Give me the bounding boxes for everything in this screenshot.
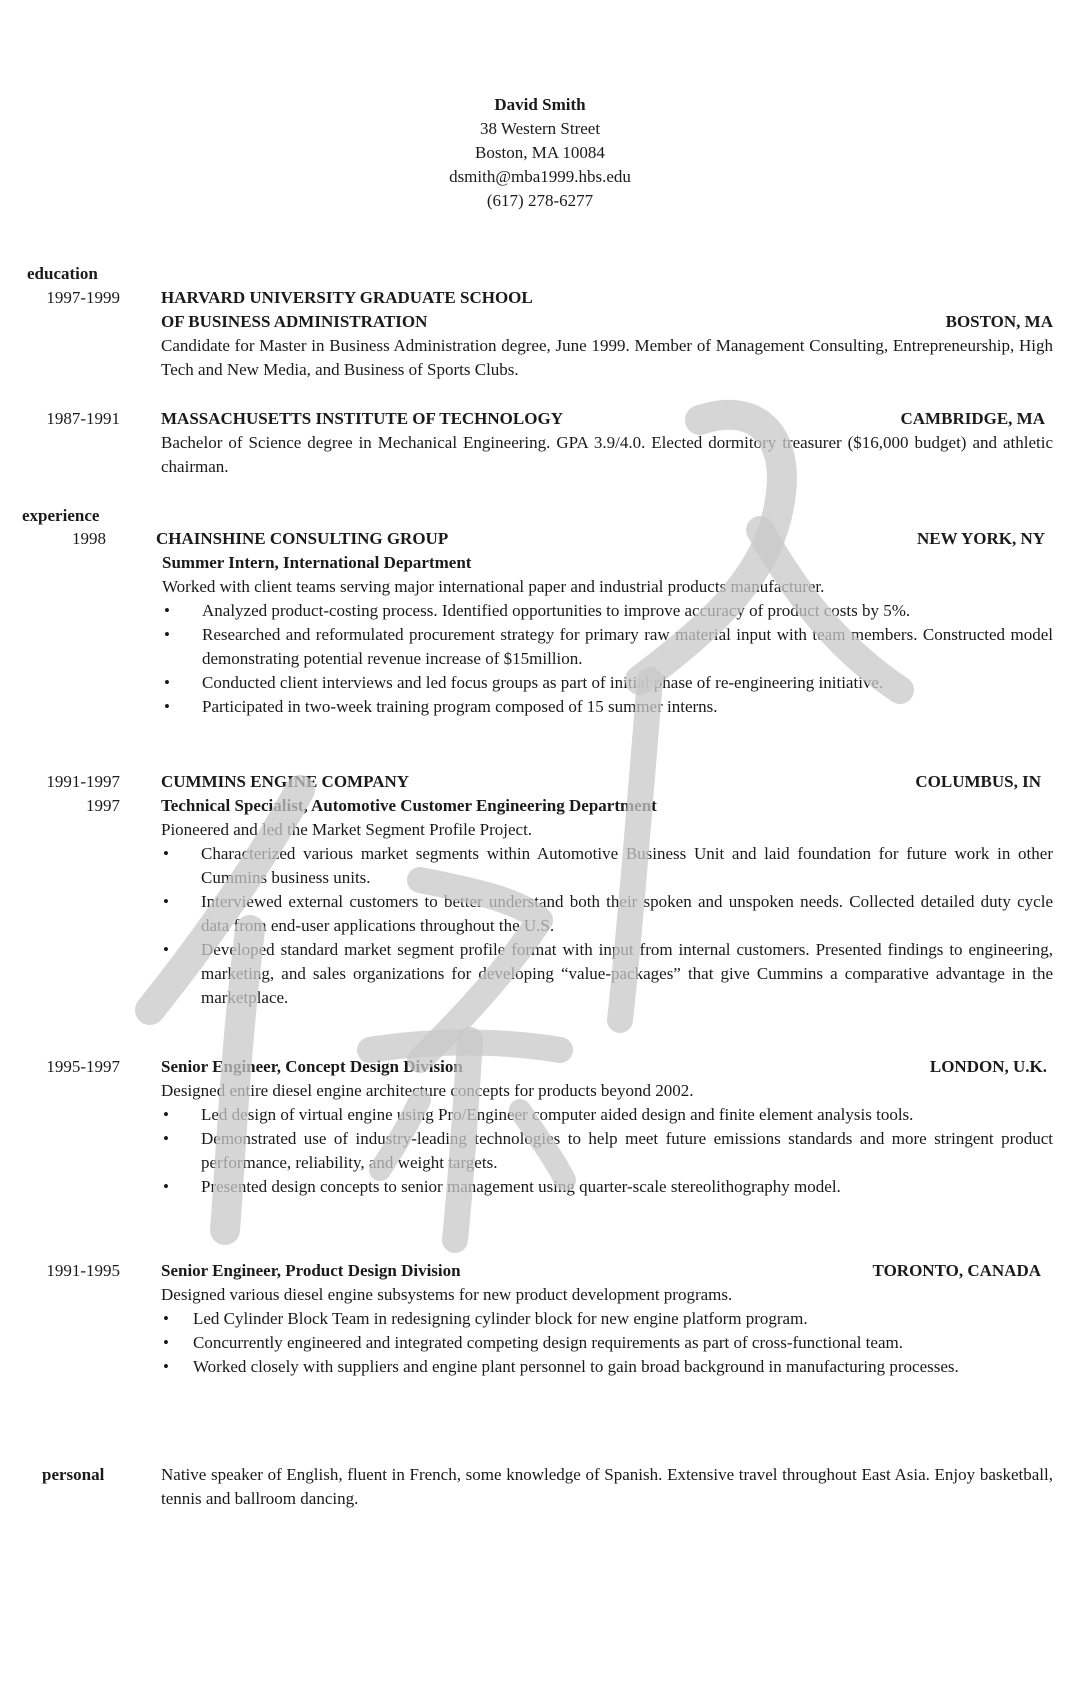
school-location: BOSTON, MA xyxy=(945,312,1053,331)
education-description: Bachelor of Science degree in Mechanical Engineering. GPA 3.9/4.0. Elected dormitory treasurer ($16,000 budget) and athletic chairman. xyxy=(161,433,1053,476)
company-name: CHAINSHINE CONSULTING GROUP xyxy=(156,529,449,548)
list-item: • Concurrently engineered and integrated competing design requirements as part of cross-functional team. xyxy=(161,1331,1053,1355)
job-title: Technical Specialist, Automotive Customer Engineering Department xyxy=(161,796,657,815)
personal-description: Native speaker of English, fluent in French, some knowledge of Spanish. Extensive travel throughout East Asia. Enjoy basketball, tennis and ballroom dancing. xyxy=(161,1465,1053,1508)
candidate-name: David Smith xyxy=(494,95,586,114)
job-bullet-list xyxy=(161,1307,1053,1379)
education-description: Candidate for Master in Business Administration degree, June 1999. Member of Management Consulting, Entrepreneurship, High Tech and New Media, and Business of Sports Clubs. xyxy=(161,336,1053,379)
list-item: • Analyzed product-costing process. Identified opportunities to improve accuracy of product costs by 5%. xyxy=(162,599,1053,623)
education-entry-mit xyxy=(161,407,1053,479)
job-intro: Pioneered and led the Market Segment Profile Project. xyxy=(161,820,533,839)
list-item: • Researched and reformulated procurement strategy for primary raw material input with team members. Constructed model demonstrating potential revenue increase of $15million. xyxy=(162,623,1053,671)
company-location: COLUMBUS, IN xyxy=(915,772,1041,791)
job-bullet-list xyxy=(161,842,1053,1010)
contact-header xyxy=(0,93,1080,213)
list-item: • Presented design concepts to senior management using quarter-scale stereolithography model. xyxy=(161,1175,1053,1199)
job-bullet-list xyxy=(156,599,1053,719)
street-address: 38 Western Street xyxy=(479,119,601,138)
job-dates: 1991-1997 xyxy=(46,772,120,791)
job-date: 1998 xyxy=(72,529,106,548)
school-location: CAMBRIDGE, MA xyxy=(900,409,1045,428)
list-item: • Participated in two-week training program composed of 15 summer interns. xyxy=(162,695,1053,719)
list-item: • Conducted client interviews and led focus groups as part of initial phase of re-engineering initiative. xyxy=(162,671,1053,695)
list-item: • Demonstrated use of industry-leading technologies to help meet future emissions standards and more stringent product performance, reliability, and weight targets. xyxy=(161,1127,1053,1175)
job-intro: Designed entire diesel engine architecture concepts for products beyond 2002. xyxy=(161,1081,694,1100)
education-heading: education xyxy=(27,264,98,283)
job-title: Summer Intern, International Department xyxy=(162,553,472,572)
job-location: TORONTO, CANADA xyxy=(872,1261,1041,1280)
job-location: LONDON, U.K. xyxy=(929,1057,1047,1076)
school-name: MASSACHUSETTS INSTITUTE OF TECHNOLOGY xyxy=(161,409,563,428)
job-entry-cummins xyxy=(161,770,1053,1010)
list-item: • Worked closely with suppliers and engine plant personnel to gain broad background in manufacturing processes. xyxy=(161,1355,1053,1379)
job-dates: 1991-1995 xyxy=(46,1261,120,1280)
school-name: HARVARD UNIVERSITY GRADUATE SCHOOL xyxy=(161,288,533,307)
phone-number: (617) 278-6277 xyxy=(486,191,594,210)
job-date-sub: 1997 xyxy=(86,796,120,815)
list-item: • Led Cylinder Block Team in redesigning cylinder block for new engine platform program. xyxy=(161,1307,1053,1331)
education-dates: 1987-1991 xyxy=(46,409,120,428)
job-entry-concept-design xyxy=(161,1055,1053,1199)
company-name: CUMMINS ENGINE COMPANY xyxy=(161,772,410,791)
experience-heading: experience xyxy=(22,506,100,525)
company-location: NEW YORK, NY xyxy=(917,529,1045,548)
personal-heading: personal xyxy=(42,1465,105,1484)
education-entry-harvard xyxy=(161,286,1053,382)
list-item: • Interviewed external customers to better understand both their spoken and unspoken needs. Collected detailed duty cycle data from end-user applications throughout the U.S. xyxy=(161,890,1053,938)
job-intro: Designed various diesel engine subsystems for new product development programs. xyxy=(161,1285,733,1304)
job-dates: 1995-1997 xyxy=(46,1057,120,1076)
list-item: • Led design of virtual engine using Pro/Engineer computer aided design and finite element analysis tools. xyxy=(161,1103,1053,1127)
job-title: Senior Engineer, Concept Design Division xyxy=(161,1057,463,1076)
city-state-zip: Boston, MA 10084 xyxy=(475,143,605,162)
list-item: • Characterized various market segments within Automotive Business Unit and laid foundation for future work in other Cummins business units. xyxy=(161,842,1053,890)
job-entry-chainshine xyxy=(156,527,1053,719)
job-bullet-list xyxy=(161,1103,1053,1199)
job-entry-product-design xyxy=(161,1259,1053,1379)
education-dates: 1997-1999 xyxy=(46,288,120,307)
school-name: OF BUSINESS ADMINISTRATION xyxy=(161,312,428,331)
job-title: Senior Engineer, Product Design Division xyxy=(161,1261,461,1280)
list-item: • Developed standard market segment profile format with input from internal customers. Presented findings to engineering, marketing, and sales organizations for developing “value-packages” that give Cummins a comparative advantage in the marketplace. xyxy=(161,938,1053,1010)
email-address: dsmith@mba1999.hbs.edu xyxy=(449,167,631,186)
job-intro: Worked with client teams serving major international paper and industrial products manufacturer. xyxy=(162,577,825,596)
